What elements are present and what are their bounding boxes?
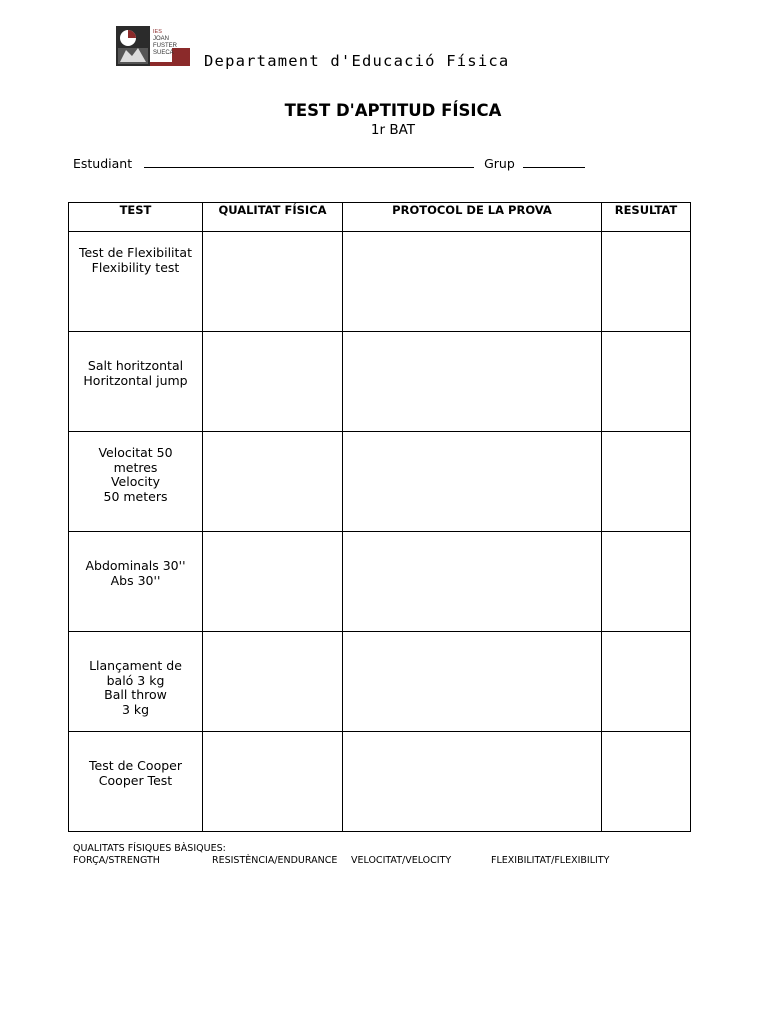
svg-text:JOAN: JOAN xyxy=(153,36,170,42)
footer-item: VELOCITAT/VELOCITY xyxy=(351,855,452,866)
student-line xyxy=(73,155,585,171)
qualitat-cell[interactable] xyxy=(203,732,343,832)
test-name-cell: Test de Flexibilitat Flexibility test xyxy=(69,232,203,332)
footer-heading: QUALITATS FÍSIQUES BÀSIQUES: xyxy=(73,843,226,854)
page-title: TEST D'APTITUD FÍSICA xyxy=(284,101,502,120)
qualitat-cell[interactable] xyxy=(203,632,343,732)
resultat-cell[interactable] xyxy=(602,532,691,632)
svg-text:IES: IES xyxy=(153,29,162,35)
table-row xyxy=(69,332,691,432)
group-label: Grup xyxy=(484,156,515,171)
protocol-cell[interactable] xyxy=(343,532,602,632)
protocol-cell[interactable] xyxy=(343,332,602,432)
student-label: Estudiant xyxy=(73,156,133,171)
resultat-cell[interactable] xyxy=(602,232,691,332)
test-name-cell: Salt horitzontal Horitzontal jump xyxy=(69,332,203,432)
protocol-cell[interactable] xyxy=(343,732,602,832)
resultat-cell[interactable] xyxy=(602,332,691,432)
qualitat-cell[interactable] xyxy=(203,432,343,532)
test-name-cell: Llançament de baló 3 kg Ball throw 3 kg xyxy=(69,632,203,732)
protocol-cell[interactable] xyxy=(343,232,602,332)
student-name-field[interactable] xyxy=(144,155,474,168)
page-header xyxy=(116,26,656,68)
resultat-cell[interactable] xyxy=(602,632,691,732)
header-test: TEST xyxy=(69,203,203,232)
resultat-cell[interactable] xyxy=(602,732,691,832)
test-name-cell: Abdominals 30'' Abs 30'' xyxy=(69,532,203,632)
svg-text:FUSTER: FUSTER xyxy=(153,43,177,49)
department-name: Departament d'Educació Física xyxy=(204,52,510,70)
qualitat-cell[interactable] xyxy=(203,532,343,632)
table-row xyxy=(69,432,691,532)
fitness-test-table xyxy=(68,202,691,832)
footer-qualities xyxy=(73,855,610,867)
table-row xyxy=(69,532,691,632)
footer-item: FORÇA/STRENGTH xyxy=(73,855,160,866)
table-row xyxy=(69,232,691,332)
test-name-cell: Velocitat 50 metres Velocity 50 meters xyxy=(69,432,203,532)
test-name-cell: Test de Cooper Cooper Test xyxy=(69,732,203,832)
qualitat-cell[interactable] xyxy=(203,332,343,432)
table-header-row xyxy=(69,203,691,232)
protocol-cell[interactable] xyxy=(343,432,602,532)
group-field[interactable] xyxy=(523,155,585,168)
page-subtitle: 1r BAT xyxy=(370,122,416,138)
protocol-cell[interactable] xyxy=(343,632,602,732)
school-logo xyxy=(116,26,190,66)
header-protocol: PROTOCOL DE LA PROVA xyxy=(343,203,602,232)
header-qualitat: QUALITAT FÍSICA xyxy=(203,203,343,232)
header-resultat: RESULTAT xyxy=(602,203,691,232)
table-row xyxy=(69,732,691,832)
footer-item: RESISTÈNCIA/ENDURANCE xyxy=(212,855,338,866)
footer-item: FLEXIBILITAT/FLEXIBILITY xyxy=(491,855,610,866)
qualitat-cell[interactable] xyxy=(203,232,343,332)
footer-notes xyxy=(73,843,610,867)
table-row xyxy=(69,632,691,732)
svg-text:SUECA: SUECA xyxy=(153,50,174,56)
resultat-cell[interactable] xyxy=(602,432,691,532)
